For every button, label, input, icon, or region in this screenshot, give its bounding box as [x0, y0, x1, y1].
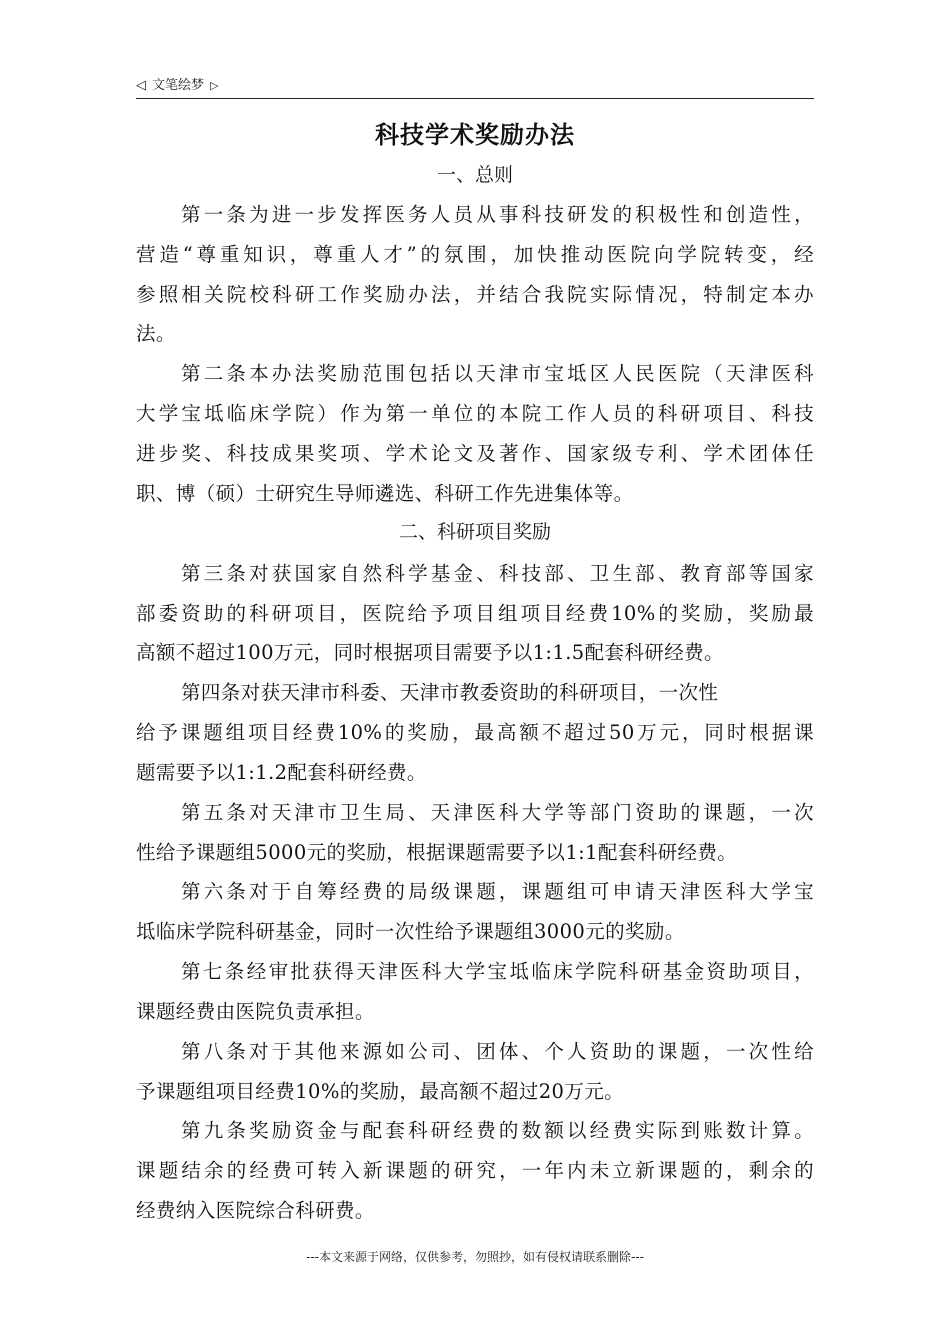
page-header	[136, 72, 814, 99]
paragraph-line: 题需要予以1:1.2配套科研经费。	[136, 761, 427, 784]
brand-text: 文笔绘梦	[152, 78, 205, 93]
paragraph-line: 法。	[136, 322, 176, 345]
section-heading-general: 一、总则	[436, 164, 513, 186]
triangle-left-icon: ◁	[136, 78, 146, 93]
section-heading-research-awards: 二、科研项目奖励	[398, 521, 551, 543]
paragraph-line: 第四条对获天津市科委、天津市教委资助的科研项目，一次性	[181, 681, 719, 704]
paragraph-line: 予课题组项目经费10%的奖励，最高额不超过20万元。	[136, 1080, 625, 1103]
paragraph-line: 高额不超过100万元，同时根据项目需要予以1:1.5配套科研经费。	[136, 641, 724, 664]
header-brand	[136, 74, 218, 93]
paragraph-line: 给予课题组项目经费10%的奖励，最高额不超过50万元，同时根据课	[136, 721, 814, 744]
paragraph-line: 课题经费由医院负责承担。	[136, 1000, 375, 1023]
paragraph-line: 坻临床学院科研基金，同时一次性给予课题组3000元的奖励。	[136, 920, 685, 943]
document-title: 科技学术奖励办法	[375, 121, 575, 149]
paragraph-line: 第九条奖励资金与配套科研经费的数额以经费实际到账数计算。	[181, 1119, 814, 1142]
paragraph-line: 职、博（硕）士研究生导师遴选、科研工作先进集体等。	[136, 482, 634, 505]
paragraph-line: 大学宝坻临床学院）作为第一单位的本院工作人员的科研项目、科技	[136, 402, 814, 425]
paragraph-line: 第五条对天津市卫生局、天津医科大学等部门资助的课题，一次	[181, 801, 814, 824]
paragraph-line: 第三条对获国家自然科学基金、科技部、卫生部、教育部等国家	[181, 562, 814, 585]
paragraph-line: 第七条经审批获得天津医科大学宝坻临床学院科研基金资助项目，	[181, 960, 814, 983]
paragraph-line: 第一条为进一步发挥医务人员从事科技研发的积极性和创造性，	[181, 203, 814, 226]
disclaimer-footer: ---本文来源于网络，仅供参考，勿照抄，如有侵权请联系删除---	[306, 1250, 644, 1264]
paragraph-line: 参照相关院校科研工作奖励办法，并结合我院实际情况，特制定本办	[136, 283, 814, 306]
paragraph-line: 进步奖、科技成果奖项、学术论文及著作、国家级专利、学术团体任	[136, 442, 814, 465]
paragraph-line: 第二条本办法奖励范围包括以天津市宝坻区人民医院（天津医科	[181, 362, 814, 385]
paragraph-line: 课题结余的经费可转入新课题的研究，一年内未立新课题的，剩余的	[136, 1159, 814, 1182]
paragraph-line: 部委资助的科研项目，医院给予项目组项目经费10%的奖励，奖励最	[136, 602, 814, 625]
paragraph-line: 性给予课题组5000元的奖励，根据课题需要予以1:1配套科研经费。	[136, 841, 738, 864]
triangle-right-icon: ▷	[210, 79, 219, 92]
paragraph-line: 第八条对于其他来源如公司、团体、个人资助的课题，一次性给	[181, 1040, 814, 1063]
paragraph-line: 经费纳入医院综合科研费。	[136, 1199, 375, 1222]
paragraph-line: 第六条对于自筹经费的局级课题，课题组可申请天津医科大学宝	[181, 880, 814, 903]
paragraph-line: 营造“尊重知识，尊重人才”的氛围，加快推动医院向学院转变，经	[136, 243, 814, 266]
